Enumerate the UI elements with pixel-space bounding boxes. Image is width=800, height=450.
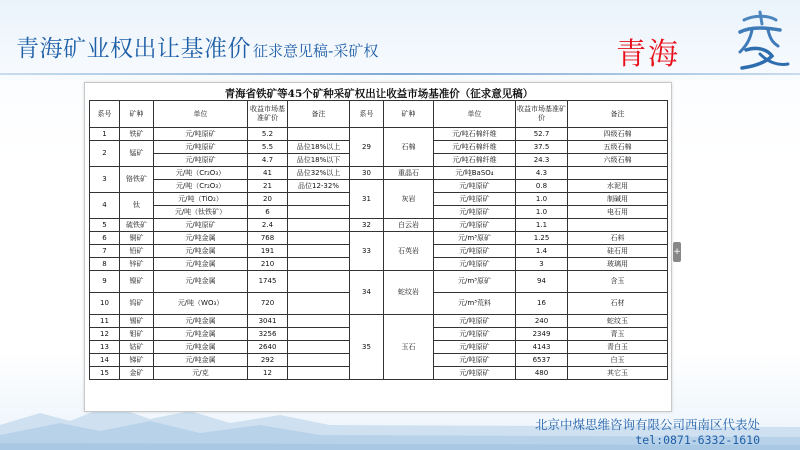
cell-unit: 元/吨原矿 <box>154 128 248 141</box>
cell-seq: 9 <box>90 271 120 293</box>
cell-seq: 14 <box>90 354 120 367</box>
cell-unit: 元/吨原矿 <box>434 367 516 380</box>
cell-seq: 8 <box>90 258 120 271</box>
cell-note <box>288 128 350 141</box>
scroll-handle-icon[interactable]: + <box>673 242 681 262</box>
cell-seq: 35 <box>350 315 384 380</box>
cell-unit: 元/吨（钛铁矿） <box>154 206 248 219</box>
cell-note <box>288 341 350 354</box>
cell-price: 1.4 <box>516 245 568 258</box>
cell-unit: 元/吨石棉纤维 <box>434 141 516 154</box>
cell-seq: 30 <box>350 167 384 180</box>
cell-mineral: 铬铁矿 <box>120 167 154 193</box>
cell-unit: 元/吨（TiO₂） <box>154 193 248 206</box>
header-cell: 系号 <box>90 101 120 128</box>
cell-seq: 12 <box>90 328 120 341</box>
cell-unit: 元/克 <box>154 367 248 380</box>
cell-mineral: 锌矿 <box>120 258 154 271</box>
cell-price: 41 <box>248 167 288 180</box>
cell-note: 含玉 <box>568 271 668 293</box>
cell-note <box>288 206 350 219</box>
cell-note: 青白玉 <box>568 341 668 354</box>
cell-price: 292 <box>248 354 288 367</box>
table-row <box>90 315 668 328</box>
cell-note <box>568 167 668 180</box>
cell-note: 蛇纹玉 <box>568 315 668 328</box>
cell-price: 16 <box>516 293 568 315</box>
cell-unit: 元/吨（Cr₂O₃） <box>154 167 248 180</box>
header-cell: 收益市场基准矿价 <box>516 101 568 128</box>
cell-unit: 元/吨原矿 <box>434 180 516 193</box>
cell-seq: 6 <box>90 232 120 245</box>
cell-mineral: 锑矿 <box>120 354 154 367</box>
cell-unit: 元/吨原矿 <box>434 341 516 354</box>
header-cell: 矿种 <box>384 101 434 128</box>
cell-unit: 元/吨金属 <box>154 245 248 258</box>
cell-seq: 7 <box>90 245 120 258</box>
cell-note: 品位18%以上 <box>288 141 350 154</box>
cell-mineral: 石棉 <box>384 128 434 167</box>
cell-mineral: 铁矿 <box>120 128 154 141</box>
cell-note: 品位18%以下 <box>288 154 350 167</box>
cell-note <box>288 315 350 328</box>
cell-price: 240 <box>516 315 568 328</box>
cell-unit: 元/吨BaSO₄ <box>434 167 516 180</box>
title-subtitle: 征求意见稿-采矿权 <box>253 42 379 60</box>
cell-unit: 元/吨石棉纤维 <box>434 128 516 141</box>
cell-seq: 13 <box>90 341 120 354</box>
table-row <box>90 167 668 180</box>
cell-note: 玻璃用 <box>568 258 668 271</box>
cell-unit: 元/吨石棉纤维 <box>434 154 516 167</box>
header-cell: 矿种 <box>120 101 154 128</box>
cell-note: 电石用 <box>568 206 668 219</box>
cell-seq: 1 <box>90 128 120 141</box>
cell-mineral: 锰矿 <box>120 141 154 167</box>
cell-price: 1.0 <box>516 206 568 219</box>
cell-price: 3041 <box>248 315 288 328</box>
table-row <box>90 128 668 141</box>
cell-unit: 元/吨原矿 <box>434 245 516 258</box>
cell-note: 四级石棉 <box>568 128 668 141</box>
cell-price: 3256 <box>248 328 288 341</box>
cell-unit: 元/吨原矿 <box>434 219 516 232</box>
cell-mineral: 石英岩 <box>384 232 434 271</box>
cell-price: 2.4 <box>248 219 288 232</box>
cell-note: 白玉 <box>568 354 668 367</box>
cell-price: 191 <box>248 245 288 258</box>
cell-unit: 元/m³原矿 <box>434 232 516 245</box>
cell-seq: 3 <box>90 167 120 193</box>
cell-unit: 元/吨原矿 <box>434 354 516 367</box>
cell-seq: 33 <box>350 232 384 271</box>
footer-company: 北京中煤思维咨询有限公司西南区代表处 <box>534 417 760 432</box>
cell-seq: 5 <box>90 219 120 232</box>
cell-price: 1745 <box>248 271 288 293</box>
cell-unit: 元/吨原矿 <box>154 219 248 232</box>
title-main: 青海矿业权出让基准价 <box>16 36 251 62</box>
cell-mineral: 金矿 <box>120 367 154 380</box>
cell-seq: 32 <box>350 219 384 232</box>
cell-note <box>288 354 350 367</box>
cell-price: 24.3 <box>516 154 568 167</box>
document-image <box>84 82 672 412</box>
cell-mineral: 玉石 <box>384 315 434 380</box>
document-title: 青海省铁矿等45个矿种采矿权出让收益市场基准价（征求意见稿） <box>224 88 534 100</box>
cell-note: 五级石棉 <box>568 141 668 154</box>
cell-unit: 元/吨金属 <box>154 354 248 367</box>
cell-mineral: 铅矿 <box>120 245 154 258</box>
cell-unit: 元/吨金属 <box>154 328 248 341</box>
cell-seq: 29 <box>350 128 384 167</box>
cell-unit: 元/吨原矿 <box>434 328 516 341</box>
cell-mineral: 钛 <box>120 193 154 219</box>
cell-mineral: 镍矿 <box>120 271 154 293</box>
cell-price: 1.1 <box>516 219 568 232</box>
cell-price: 2349 <box>516 328 568 341</box>
cell-unit: 元/吨金属 <box>154 232 248 245</box>
cell-note: 六级石棉 <box>568 154 668 167</box>
cell-seq: 4 <box>90 193 120 219</box>
cell-price: 3 <box>516 258 568 271</box>
cell-mineral: 蛇纹岩 <box>384 271 434 315</box>
cell-unit: 元/吨金属 <box>154 315 248 328</box>
cell-unit: 元/吨原矿 <box>154 154 248 167</box>
cell-mineral: 钴矿 <box>120 341 154 354</box>
table-row <box>90 232 668 245</box>
table-row <box>90 271 668 293</box>
footer-tel: tel:0871-6332-1610 <box>635 433 760 447</box>
cell-mineral: 铜矿 <box>120 232 154 245</box>
cell-note: 其它玉 <box>568 367 668 380</box>
cell-price: 1.25 <box>516 232 568 245</box>
cell-note <box>288 219 350 232</box>
cell-mineral: 钼矿 <box>120 328 154 341</box>
header-cell: 收益市场基准矿价 <box>248 101 288 128</box>
cell-note: 硅石用 <box>568 245 668 258</box>
cell-note <box>288 367 350 380</box>
cell-mineral: 锡矿 <box>120 315 154 328</box>
header-cell: 备注 <box>288 101 350 128</box>
cell-unit: 元/m³荒料 <box>434 293 516 315</box>
cell-unit: 元/吨（WO₃） <box>154 293 248 315</box>
cell-note <box>568 219 668 232</box>
cell-seq: 11 <box>90 315 120 328</box>
cell-note: 石材 <box>568 293 668 315</box>
cell-price: 720 <box>248 293 288 315</box>
cell-note <box>288 271 350 293</box>
cell-note <box>288 258 350 271</box>
header-cell: 单位 <box>154 101 248 128</box>
cell-unit: 元/吨原矿 <box>434 258 516 271</box>
cell-unit: 元/吨（Cr₂O₃） <box>154 180 248 193</box>
cell-unit: 元/吨原矿 <box>154 141 248 154</box>
cell-price: 6 <box>248 206 288 219</box>
cell-note <box>288 193 350 206</box>
cell-price: 1.0 <box>516 193 568 206</box>
cell-unit: 元/吨金属 <box>154 341 248 354</box>
cell-note <box>288 245 350 258</box>
table-row <box>90 219 668 232</box>
cell-note <box>288 328 350 341</box>
cell-price: 2640 <box>248 341 288 354</box>
cell-price: 4.3 <box>516 167 568 180</box>
cell-unit: 元/m³原矿 <box>434 271 516 293</box>
cell-note <box>288 232 350 245</box>
cell-price: 52.7 <box>516 128 568 141</box>
region-label: 青海 <box>616 37 680 72</box>
cell-mineral: 硫铁矿 <box>120 219 154 232</box>
cell-seq: 31 <box>350 180 384 219</box>
cell-price: 12 <box>248 367 288 380</box>
cell-price: 4143 <box>516 341 568 354</box>
table-header-row <box>90 101 668 128</box>
cell-unit: 元/吨原矿 <box>434 315 516 328</box>
cell-mineral: 白云岩 <box>384 219 434 232</box>
cell-seq: 10 <box>90 293 120 315</box>
price-table <box>89 100 668 380</box>
cell-note: 青玉 <box>568 328 668 341</box>
header-cell: 备注 <box>568 101 668 128</box>
cell-price: 4.7 <box>248 154 288 167</box>
cell-note <box>288 293 350 315</box>
cell-note: 石料 <box>568 232 668 245</box>
cell-price: 20 <box>248 193 288 206</box>
cell-unit: 元/吨原矿 <box>434 206 516 219</box>
cell-note: 水泥用 <box>568 180 668 193</box>
cell-price: 5.5 <box>248 141 288 154</box>
cell-seq: 2 <box>90 141 120 167</box>
header-cell: 单位 <box>434 101 516 128</box>
cell-mineral: 钨矿 <box>120 293 154 315</box>
cell-price: 21 <box>248 180 288 193</box>
cell-price: 0.8 <box>516 180 568 193</box>
cell-price: 37.5 <box>516 141 568 154</box>
cell-price: 6537 <box>516 354 568 367</box>
cell-mineral: 重晶石 <box>384 167 434 180</box>
cell-note: 制碱用 <box>568 193 668 206</box>
footer <box>535 417 760 448</box>
cell-price: 5.2 <box>248 128 288 141</box>
title-underline <box>0 73 800 75</box>
cell-price: 210 <box>248 258 288 271</box>
cell-seq: 15 <box>90 367 120 380</box>
slide-title <box>16 30 378 63</box>
calligraphy-logo-icon <box>722 4 796 74</box>
cell-unit: 元/吨金属 <box>154 271 248 293</box>
cell-note: 品位32%以上 <box>288 167 350 180</box>
header-cell: 系号 <box>350 101 384 128</box>
cell-price: 480 <box>516 367 568 380</box>
cell-price: 768 <box>248 232 288 245</box>
cell-seq: 34 <box>350 271 384 315</box>
cell-note: 品位12-32% <box>288 180 350 193</box>
cell-mineral: 灰岩 <box>384 180 434 219</box>
cell-price: 94 <box>516 271 568 293</box>
cell-unit: 元/吨原矿 <box>434 193 516 206</box>
table-row <box>90 180 668 193</box>
cell-unit: 元/吨金属 <box>154 258 248 271</box>
